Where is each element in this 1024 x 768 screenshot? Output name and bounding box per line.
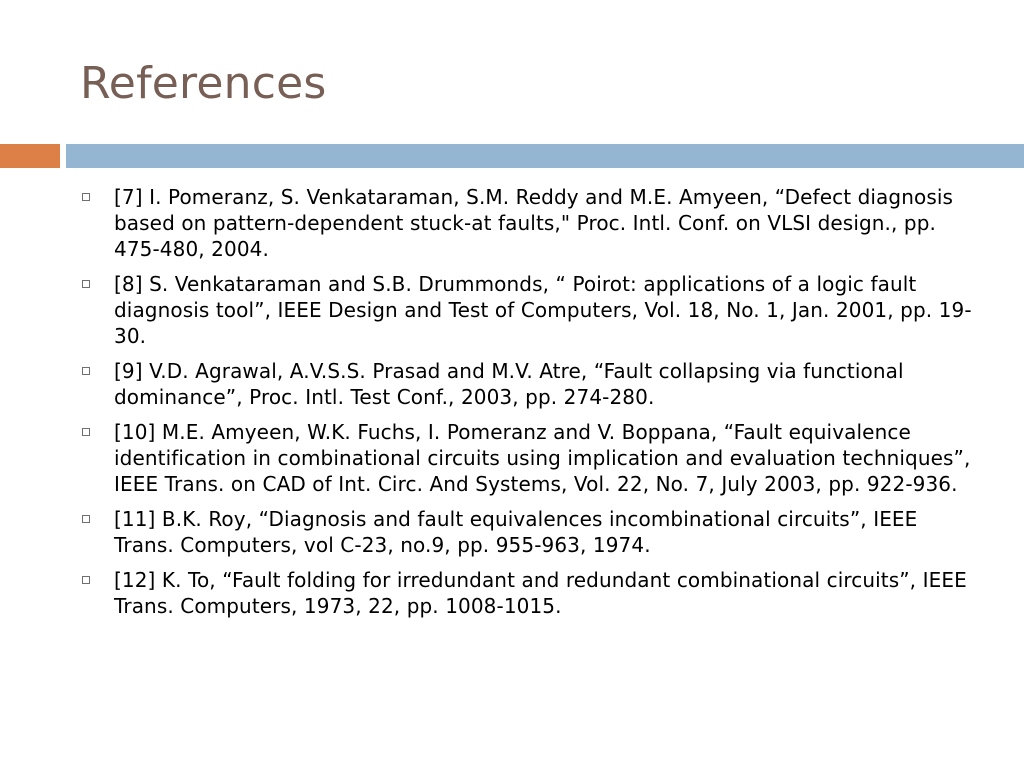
reference-text: [9] V.D. Agrawal, A.V.S.S. Prasad and M.V. Atre, “Fault collapsing via functional dominance”, Proc. Intl. Test Conf., 2003, pp. 274-280. (114, 359, 904, 409)
reference-list (82, 184, 982, 628)
reference-text: [11] B.K. Roy, “Diagnosis and fault equivalences incombinational circuits”, IEEE Trans. Computers, vol C-23, no.9, pp. 955-963, 1974. (114, 507, 918, 557)
square-bullet-icon (82, 280, 90, 288)
reference-item-7 (82, 184, 982, 262)
reference-text: [10] M.E. Amyeen, W.K. Fuchs, I. Pomeranz and V. Boppana, “Fault equivalence identification in combinational circuits using implication and evaluation techniques”, IEEE Trans. on CAD of Int. Circ. And Systems, Vol. 22, No. 7, July 2003, pp. 922-936. (114, 420, 971, 496)
reference-item-10 (82, 419, 982, 497)
reference-text: [12] K. To, “Fault folding for irredundant and redundant combinational circuits”, IEEE Trans. Computers, 1973, 22, pp. 1008-1015. (114, 568, 967, 618)
reference-item-11 (82, 506, 982, 558)
accent-bar-blue (66, 144, 1024, 168)
reference-item-9 (82, 358, 982, 410)
square-bullet-icon (82, 193, 90, 201)
square-bullet-icon (82, 576, 90, 584)
square-bullet-icon (82, 428, 90, 436)
reference-text: [8] S. Venkataraman and S.B. Drummonds, “ Poirot: applications of a logic fault diagnosis tool”, IEEE Design and Test of Computers, Vol. 18, No. 1, Jan. 2001, pp. 19-30. (114, 272, 972, 348)
reference-text: [7] I. Pomeranz, S. Venkataraman, S.M. Reddy and M.E. Amyeen, “Defect diagnosis based on pattern-dependent stuck-at faults," Proc. Intl. Conf. on VLSI design., pp. 475-480, 2004. (114, 185, 954, 261)
reference-item-8 (82, 271, 982, 349)
accent-bar-orange (0, 144, 60, 168)
slide-title: References (80, 58, 327, 109)
square-bullet-icon (82, 515, 90, 523)
reference-item-12 (82, 567, 982, 619)
square-bullet-icon (82, 367, 90, 375)
